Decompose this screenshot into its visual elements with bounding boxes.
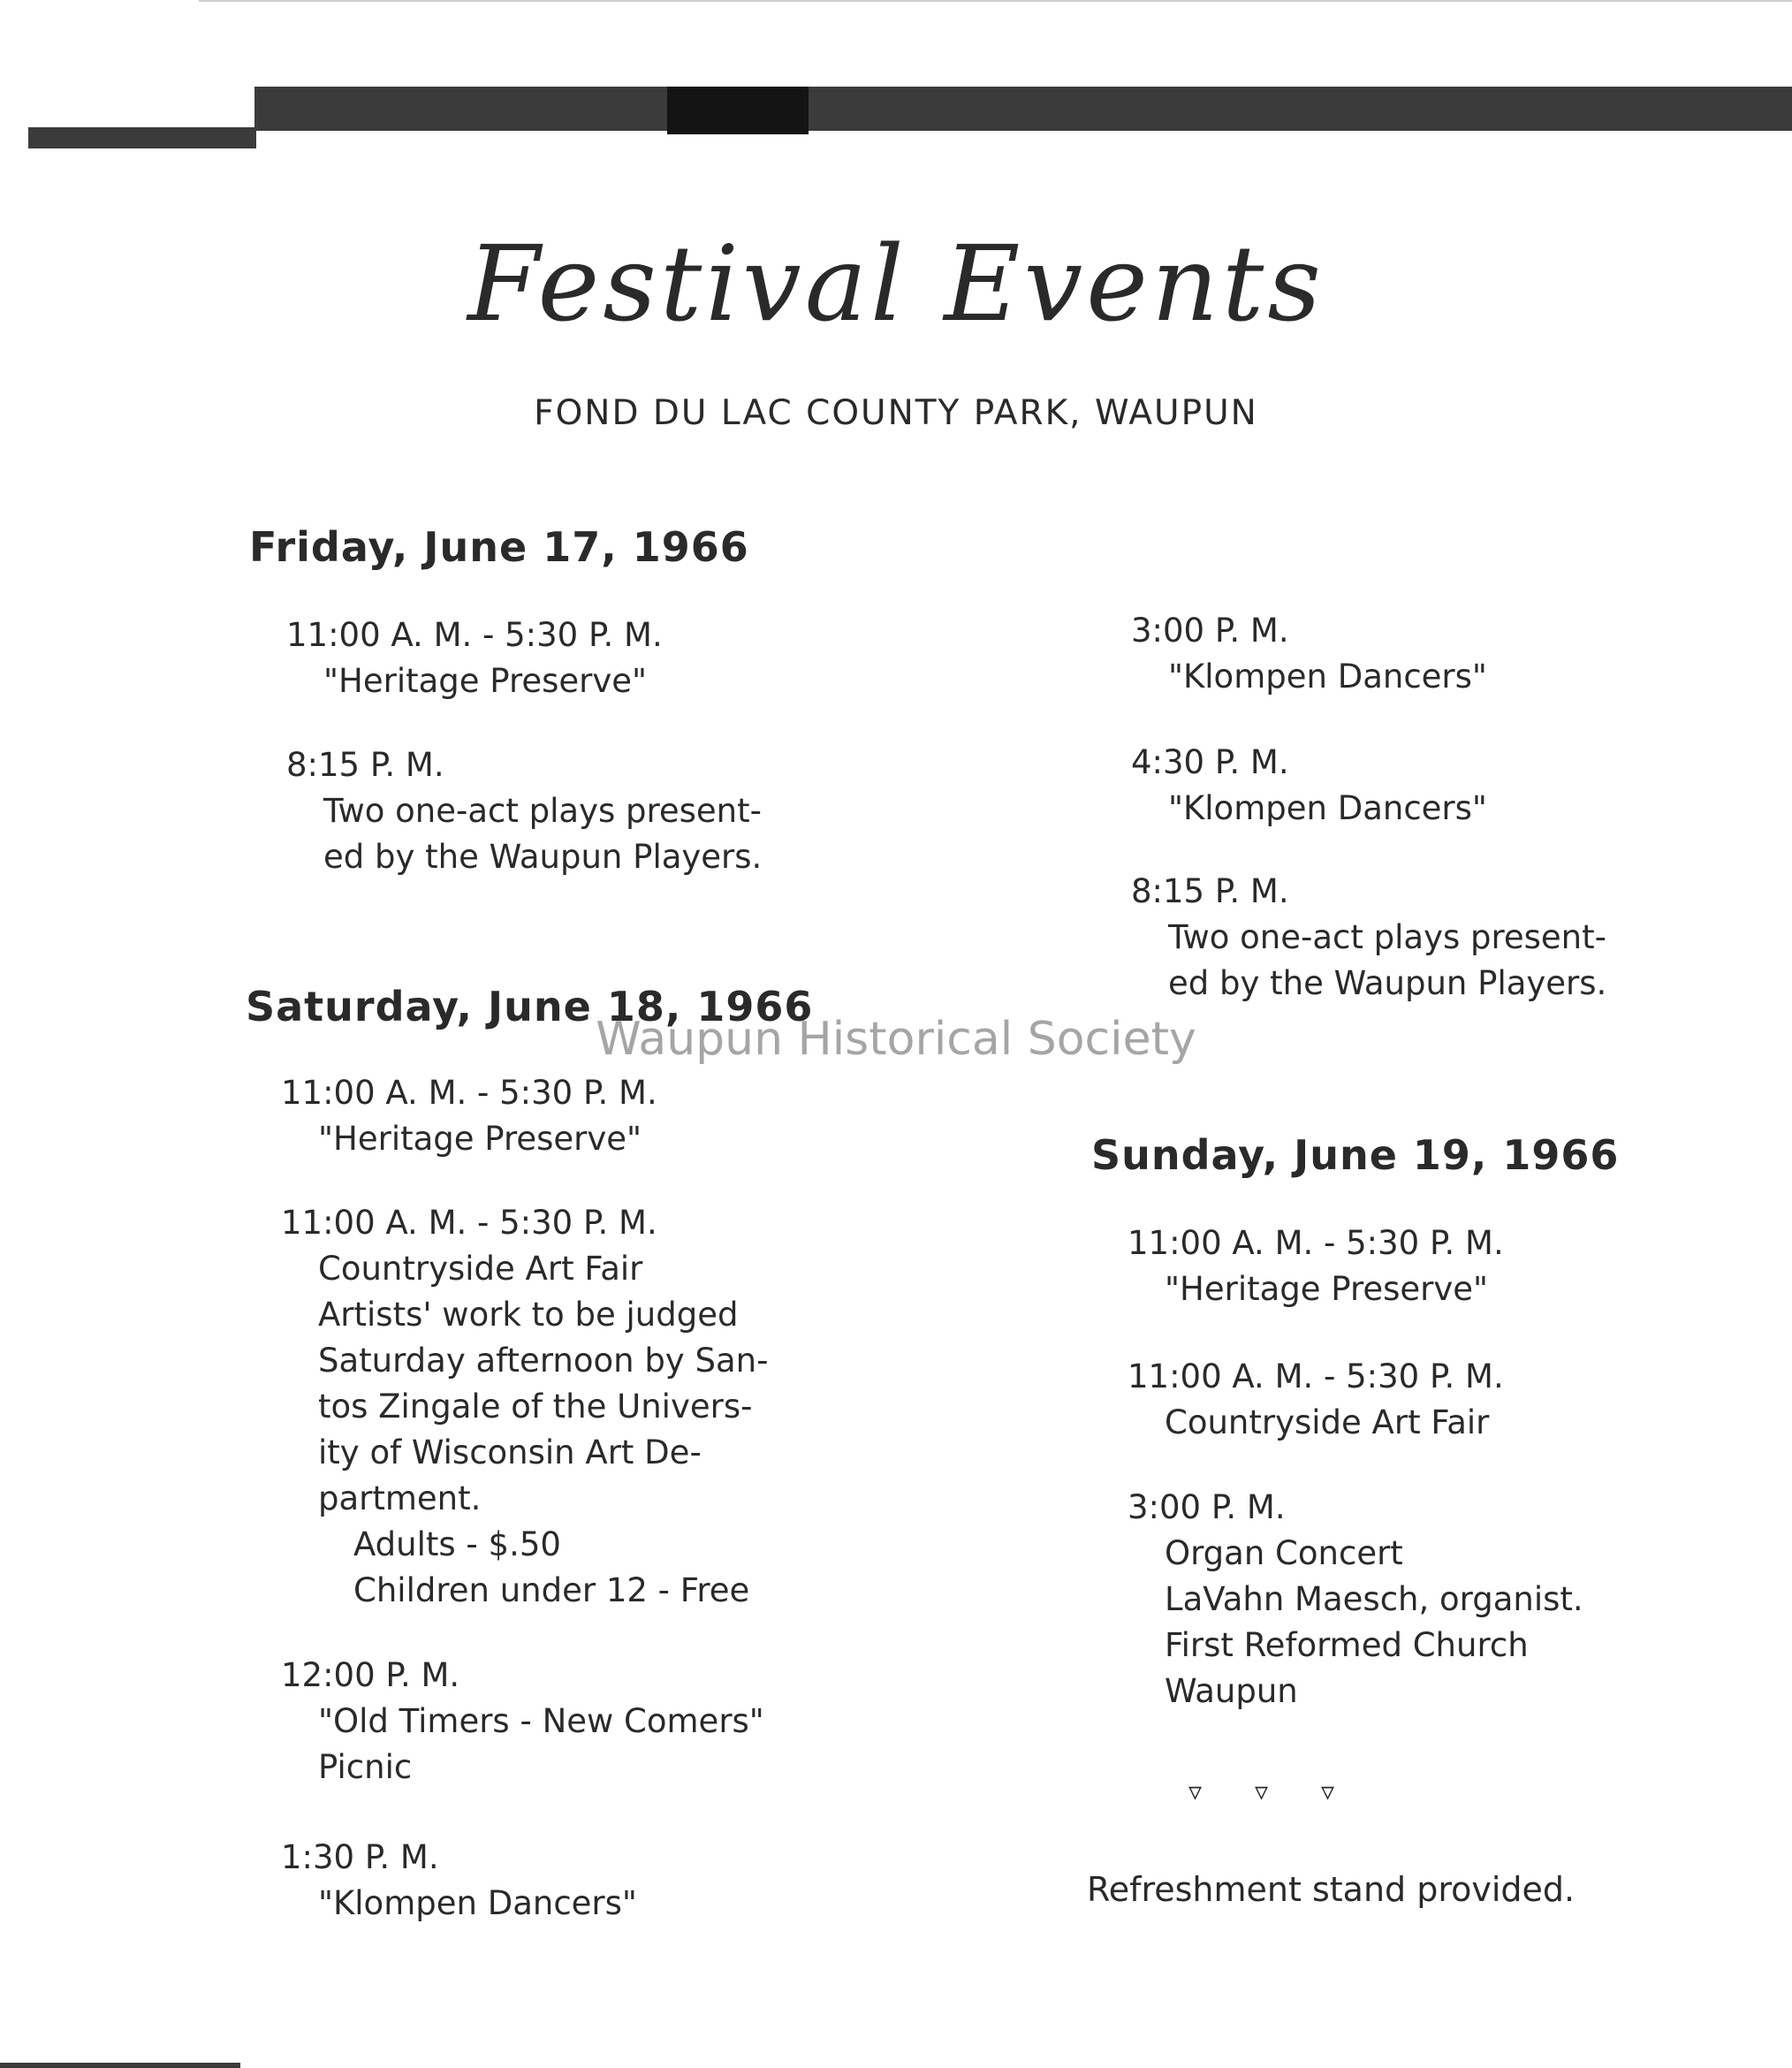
event-description	[1128, 1531, 1583, 1714]
event-line: Two one-act plays present-	[323, 792, 762, 830]
event-time: 11:00 A. M. - 5:30 P. M.	[286, 616, 663, 654]
event-description	[1131, 654, 1487, 700]
event-line: Organ Concert	[1165, 1534, 1403, 1572]
event-line: tos Zingale of the Univers-	[318, 1388, 753, 1426]
event-time: 4:30 P. M.	[1131, 743, 1289, 781]
triangle-divider	[1188, 1776, 1387, 1807]
event-line: ed by the Waupun Players.	[323, 838, 763, 876]
day-heading-sunday: Sunday, June 19, 1966	[1091, 1131, 1620, 1179]
day-heading-saturday: Saturday, June 18, 1966	[246, 983, 814, 1030]
event-line: ed by the Waupun Players.	[1168, 964, 1607, 1002]
admission-children: Children under 12 - Free	[353, 1571, 750, 1609]
event-line: First Reformed Church	[1165, 1626, 1529, 1664]
event-description	[1128, 1400, 1504, 1446]
event-time: 12:00 P. M.	[281, 1656, 460, 1694]
triangle-icon: ▿	[1188, 1776, 1203, 1807]
event-friday-1	[286, 612, 663, 704]
event-description	[1131, 915, 1606, 1007]
event-time: 11:00 A. M. - 5:30 P. M.	[281, 1204, 657, 1242]
event-line: "Heritage Preserve"	[318, 1120, 642, 1158]
event-saturday-1	[281, 1070, 657, 1162]
event-description	[281, 1116, 657, 1162]
triangle-icon: ▿	[1321, 1776, 1335, 1807]
event-time: 11:00 A. M. - 5:30 P. M.	[1128, 1224, 1504, 1262]
event-description	[281, 1881, 637, 1927]
event-line: "Heritage Preserve"	[323, 662, 648, 700]
event-description	[281, 1246, 768, 1522]
top-edge-line	[199, 0, 1792, 2]
event-line: "Klompen Dancers"	[1168, 789, 1487, 827]
event-sunday-3	[1128, 1485, 1583, 1714]
event-saturday-7	[1131, 869, 1606, 1007]
event-line: ity of Wisconsin Art De-	[318, 1433, 702, 1471]
bottom-edge-mark	[0, 2063, 240, 2068]
event-line: "Klompen Dancers"	[1168, 658, 1487, 696]
event-line: Countryside Art Fair	[1165, 1403, 1490, 1441]
day-heading-friday: Friday, June 17, 1966	[249, 523, 749, 571]
refreshment-note: Refreshment stand provided.	[1087, 1870, 1576, 1909]
event-time: 1:30 P. M.	[281, 1838, 439, 1876]
event-time: 11:00 A. M. - 5:30 P. M.	[1128, 1357, 1504, 1395]
event-time: 3:00 P. M.	[1131, 612, 1289, 650]
event-saturday-2	[281, 1200, 768, 1614]
event-line: Artists' work to be judged	[318, 1296, 739, 1334]
event-saturday-5	[1131, 608, 1487, 700]
event-time: 8:15 P. M.	[1131, 872, 1289, 910]
event-line: LaVahn Maesch, organist.	[1165, 1580, 1583, 1618]
watermark: Waupun Historical Society	[596, 1013, 1196, 1066]
event-saturday-3	[281, 1653, 764, 1790]
header-bar	[254, 87, 1792, 131]
event-line: "Heritage Preserve"	[1165, 1270, 1489, 1308]
event-time: 3:00 P. M.	[1128, 1488, 1286, 1526]
event-line: "Klompen Dancers"	[318, 1884, 637, 1922]
event-line: Saturday afternoon by San-	[318, 1342, 769, 1380]
event-time: 8:15 P. M.	[286, 746, 444, 784]
event-line: Countryside Art Fair	[318, 1250, 643, 1288]
event-description	[281, 1699, 764, 1790]
event-line: "Old Timers - New Comers"	[318, 1702, 764, 1740]
event-description	[286, 788, 762, 880]
header-bar-extension	[28, 127, 256, 148]
event-sunday-1	[1128, 1220, 1504, 1312]
event-line: Waupun	[1165, 1672, 1298, 1710]
event-saturday-6	[1131, 740, 1487, 832]
event-time: 11:00 A. M. - 5:30 P. M.	[281, 1074, 657, 1112]
event-friday-2	[286, 742, 762, 880]
event-line: Picnic	[318, 1748, 413, 1786]
event-description	[1131, 786, 1487, 832]
page-title: Festival Events	[467, 223, 1325, 345]
header-bar-accent	[667, 87, 809, 134]
event-line: partment.	[318, 1479, 482, 1517]
event-line: Two one-act plays present-	[1168, 918, 1606, 956]
event-description	[286, 658, 663, 704]
event-saturday-4	[281, 1835, 637, 1927]
event-sunday-2	[1128, 1354, 1504, 1446]
event-description	[1128, 1266, 1504, 1312]
location-subtitle: FOND DU LAC COUNTY PARK, WAUPUN	[534, 393, 1258, 433]
triangle-icon: ▿	[1255, 1776, 1269, 1807]
admission-adults: Adults - $.50	[353, 1525, 561, 1563]
